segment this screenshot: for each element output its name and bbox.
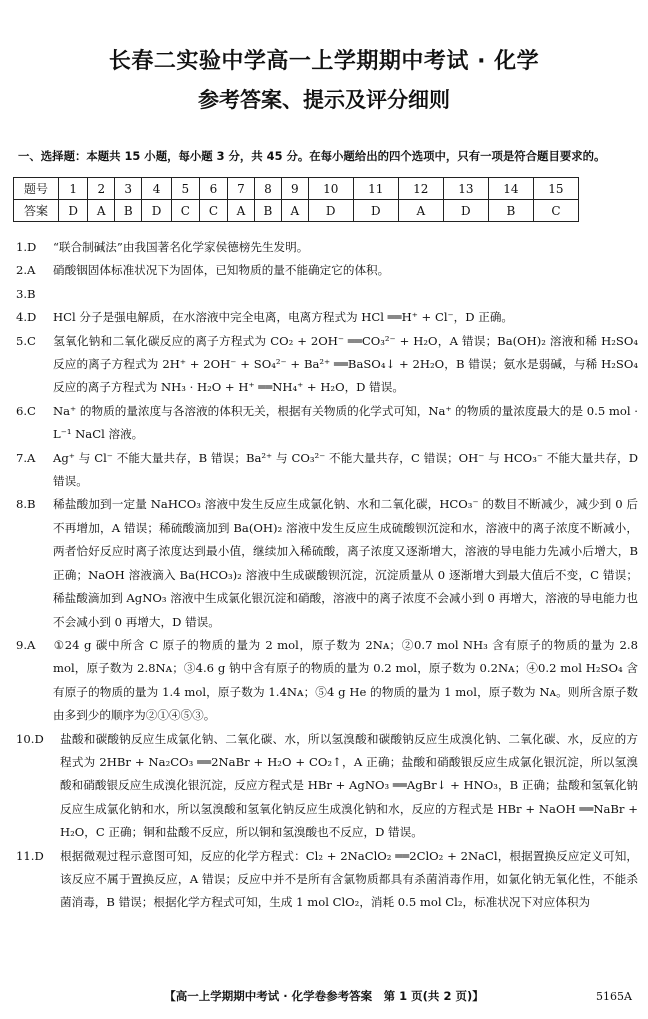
explanation-item (16, 400, 638, 447)
item-text: Na⁺ 的物质的量浓度与各溶液的体积无关，根据有关物质的化学式可知，Na⁺ 的物质的量浓度最大的是 0.5 mol · L⁻¹ NaCl 溶液。 (53, 403, 638, 442)
explanation-item (16, 306, 638, 329)
explanation-list (16, 236, 638, 915)
item-text: “联合制碱法”由我国著名化学家侯德榜先生发明。 (53, 240, 309, 254)
item-text: HCl 分子是强电解质，在水溶液中完全电离，电离方程式为 HCl ══H⁺ + Cl⁻，D 正确。 (53, 310, 514, 325)
answer-cell: B (115, 200, 142, 222)
explanation-item (16, 236, 638, 259)
item-text: 硝酸铟固体标准状况下为固体，已知物质的量不能确定它的体积。 (53, 263, 390, 278)
item-number: 11.D (16, 848, 44, 863)
document-title: 长春二实验中学高一上学期期中考试 · 化学 (108, 49, 540, 74)
question-number-cell: 5 (171, 178, 199, 200)
explanation-item (16, 634, 638, 728)
question-number-cell: 9 (281, 178, 308, 200)
answer-cell: C (171, 200, 199, 222)
answer-cell: C (533, 200, 578, 222)
question-number-cell: 12 (398, 178, 443, 200)
explanation-item (16, 493, 638, 633)
answer-cell: A (88, 200, 115, 222)
question-number-cell: 4 (142, 178, 171, 200)
explanation-item (16, 845, 638, 915)
answer-cell: B (488, 200, 533, 222)
explanation-item (16, 447, 638, 494)
item-number: 2.A (16, 263, 36, 278)
item-number: 1.D (16, 240, 37, 254)
item-text: 氢氧化钠和二氧化碳反应的离子方程式为 CO₂ + 2OH⁻ ══CO₃²⁻ + H₂O，A 错误；Ba(OH)₂ 溶液和稀 H₂SO₄ 反应的离子方程式为 2H⁺ + 2OH⁻ + SO₄²⁻ + Ba²⁺ ══BaSO₄↓ + 2H₂O，B 错误；氨水是弱碱，与稀 H₂SO₄ 反应的离子方程式为 NH₃ · H₂O + H⁺ ══NH₄⁺ + H₂O，D 错误。 (53, 333, 638, 395)
item-text: 盐酸和碳酸钠反应生成氯化钠、二氧化碳、水，所以氢溴酸和碳酸钠反应生成溴化钠、二氧化碳、水，反应的方程式为 2HBr + Na₂CO₃ ══2NaBr + H₂O + CO₂↑，A 正确；盐酸和硝酸银反应生成氯化银沉淀，所以氢溴酸和硝酸银反应生成溴化银沉淀，反应方程式是 HBr + AgNO₃ ══AgBr↓ + HNO₃，B 正确；盐酸和氢氧化钠反应生成氯化钠和水，所以氢溴酸和氢氧化钠反应生成溴化钠和水，反应的方程式是 HBr + NaOH ══NaBr + H₂O，C 正确；铜和盐酸不反应，所以铜和氢溴酸也不反应，D 错误。 (60, 731, 638, 840)
question-number-cell: 10 (308, 178, 353, 200)
document-subtitle: 参考答案、提示及评分细则 (198, 88, 450, 112)
question-number-cell: 13 (443, 178, 488, 200)
answer-cell: D (59, 200, 88, 222)
item-number: 4.D (16, 310, 37, 325)
item-text: 根据微观过程示意图可知，反应的化学方程式：Cl₂ + 2NaClO₂ ══2ClO₂ + 2NaCl，根据置换反应定义可知，该反应不属于置换反应，A 错误；反应中并不是所有含氯物质都具有杀菌消毒作用，如氯化钠无氧化性，不能杀菌消毒，B 错误；根据化学方程式可知，生成 1 mol ClO₂，消耗 0.5 mol Cl₂，标准状况下对应体积为 (60, 848, 638, 910)
answer-cell: D (142, 200, 171, 222)
question-number-cell: 15 (533, 178, 578, 200)
explanation-item (16, 330, 638, 400)
answer-cell: A (281, 200, 308, 222)
item-number: 10.D (16, 731, 44, 746)
item-text: ①24 g 碳中所含 C 原子的物质的量为 2 mol，原子数为 2Nᴀ；②0.7 mol NH₃ 含有原子的物质的量为 2.8 mol，原子数为 2.8Nᴀ；③4.6 g 钠中含有原子的物质的量为 0.2 mol，原子数为 0.2Nᴀ；④0.2 mol H₂SO₄ 含有原子的物质的量为 1.4 mol，原子数为 1.4Nᴀ；⑤4 g He 的物质的量为 1 mol，原子数为 Nᴀ。则所含原子数由多到少的顺序为②①④⑤③。 (53, 637, 638, 723)
question-number-cell: 6 (199, 178, 227, 200)
question-number-cell: 8 (254, 178, 281, 200)
item-number: 9.A (16, 637, 36, 652)
item-number: 3.B (16, 286, 36, 301)
item-text: Ag⁺ 与 Cl⁻ 不能大量共存，B 错误；Ba²⁺ 与 CO₃²⁻ 不能大量共存，C 错误；OH⁻ 与 HCO₃⁻ 不能大量共存，D 错误。 (53, 450, 638, 489)
answer-table-answer-label: 答案 (14, 200, 59, 222)
item-number: 8.B (16, 497, 36, 512)
explanation-item (16, 259, 638, 282)
question-number-cell: 1 (59, 178, 88, 200)
item-number: 5.C (16, 333, 36, 348)
explanation-item (16, 728, 638, 845)
explanation-item (16, 283, 638, 306)
answer-table-number-label: 题号 (14, 178, 59, 200)
question-number-cell: 7 (228, 178, 255, 200)
answer-cell: A (228, 200, 255, 222)
answer-cell: B (254, 200, 281, 222)
answer-cell: A (398, 200, 443, 222)
question-number-cell: 14 (488, 178, 533, 200)
answer-table (13, 177, 579, 222)
paper-code: 5165A (596, 990, 632, 1003)
answer-cell: D (308, 200, 353, 222)
item-number: 7.A (16, 450, 36, 465)
answer-cell: D (443, 200, 488, 222)
item-text: 稀盐酸加到一定量 NaHCO₃ 溶液中发生反应生成氯化钠、水和二氧化碳，HCO₃⁻ 的数目不断减少，减少到 0 后不再增加，A 错误；稀硫酸滴加到 Ba(OH)₂ 溶液中发生反应生成硫酸钡沉淀和水，溶液中的离子浓度不断减小，两者恰好反应时离子浓度达到最小值，继续加入稀硫酸，离子浓度又逐渐增大，溶液的导电能力先减小后增大，B 正确；NaOH 溶液滴入 Ba(HCO₃)₂ 溶液中生成碳酸钡沉淀，沉淀质量从 0 逐渐增大到最大值后不变，C 错误；稀盐酸滴加到 AgNO₃ 溶液中生成氯化银沉淀和硝酸，溶液中的离子浓度不会减小到 0 再增大，溶液的导电能力也不会减小到 0 再增大，D 错误。 (53, 497, 638, 629)
answer-cell: D (353, 200, 398, 222)
question-number-cell: 3 (115, 178, 142, 200)
question-number-cell: 11 (353, 178, 398, 200)
answer-cell: C (199, 200, 227, 222)
item-number: 6.C (16, 403, 36, 418)
answer-table-answer-row (14, 200, 579, 222)
question-number-cell: 2 (88, 178, 115, 200)
section-heading: 一、选择题：本题共 15 小题，每小题 3 分，共 45 分。在每小题给出的四个选项中，只有一项是符合题目要求的。 (18, 149, 606, 163)
answer-table-number-row (14, 178, 579, 200)
page-footer: 【高一上学期期中考试 · 化学卷参考答案 第 1 页(共 2 页)】 (164, 989, 484, 1003)
